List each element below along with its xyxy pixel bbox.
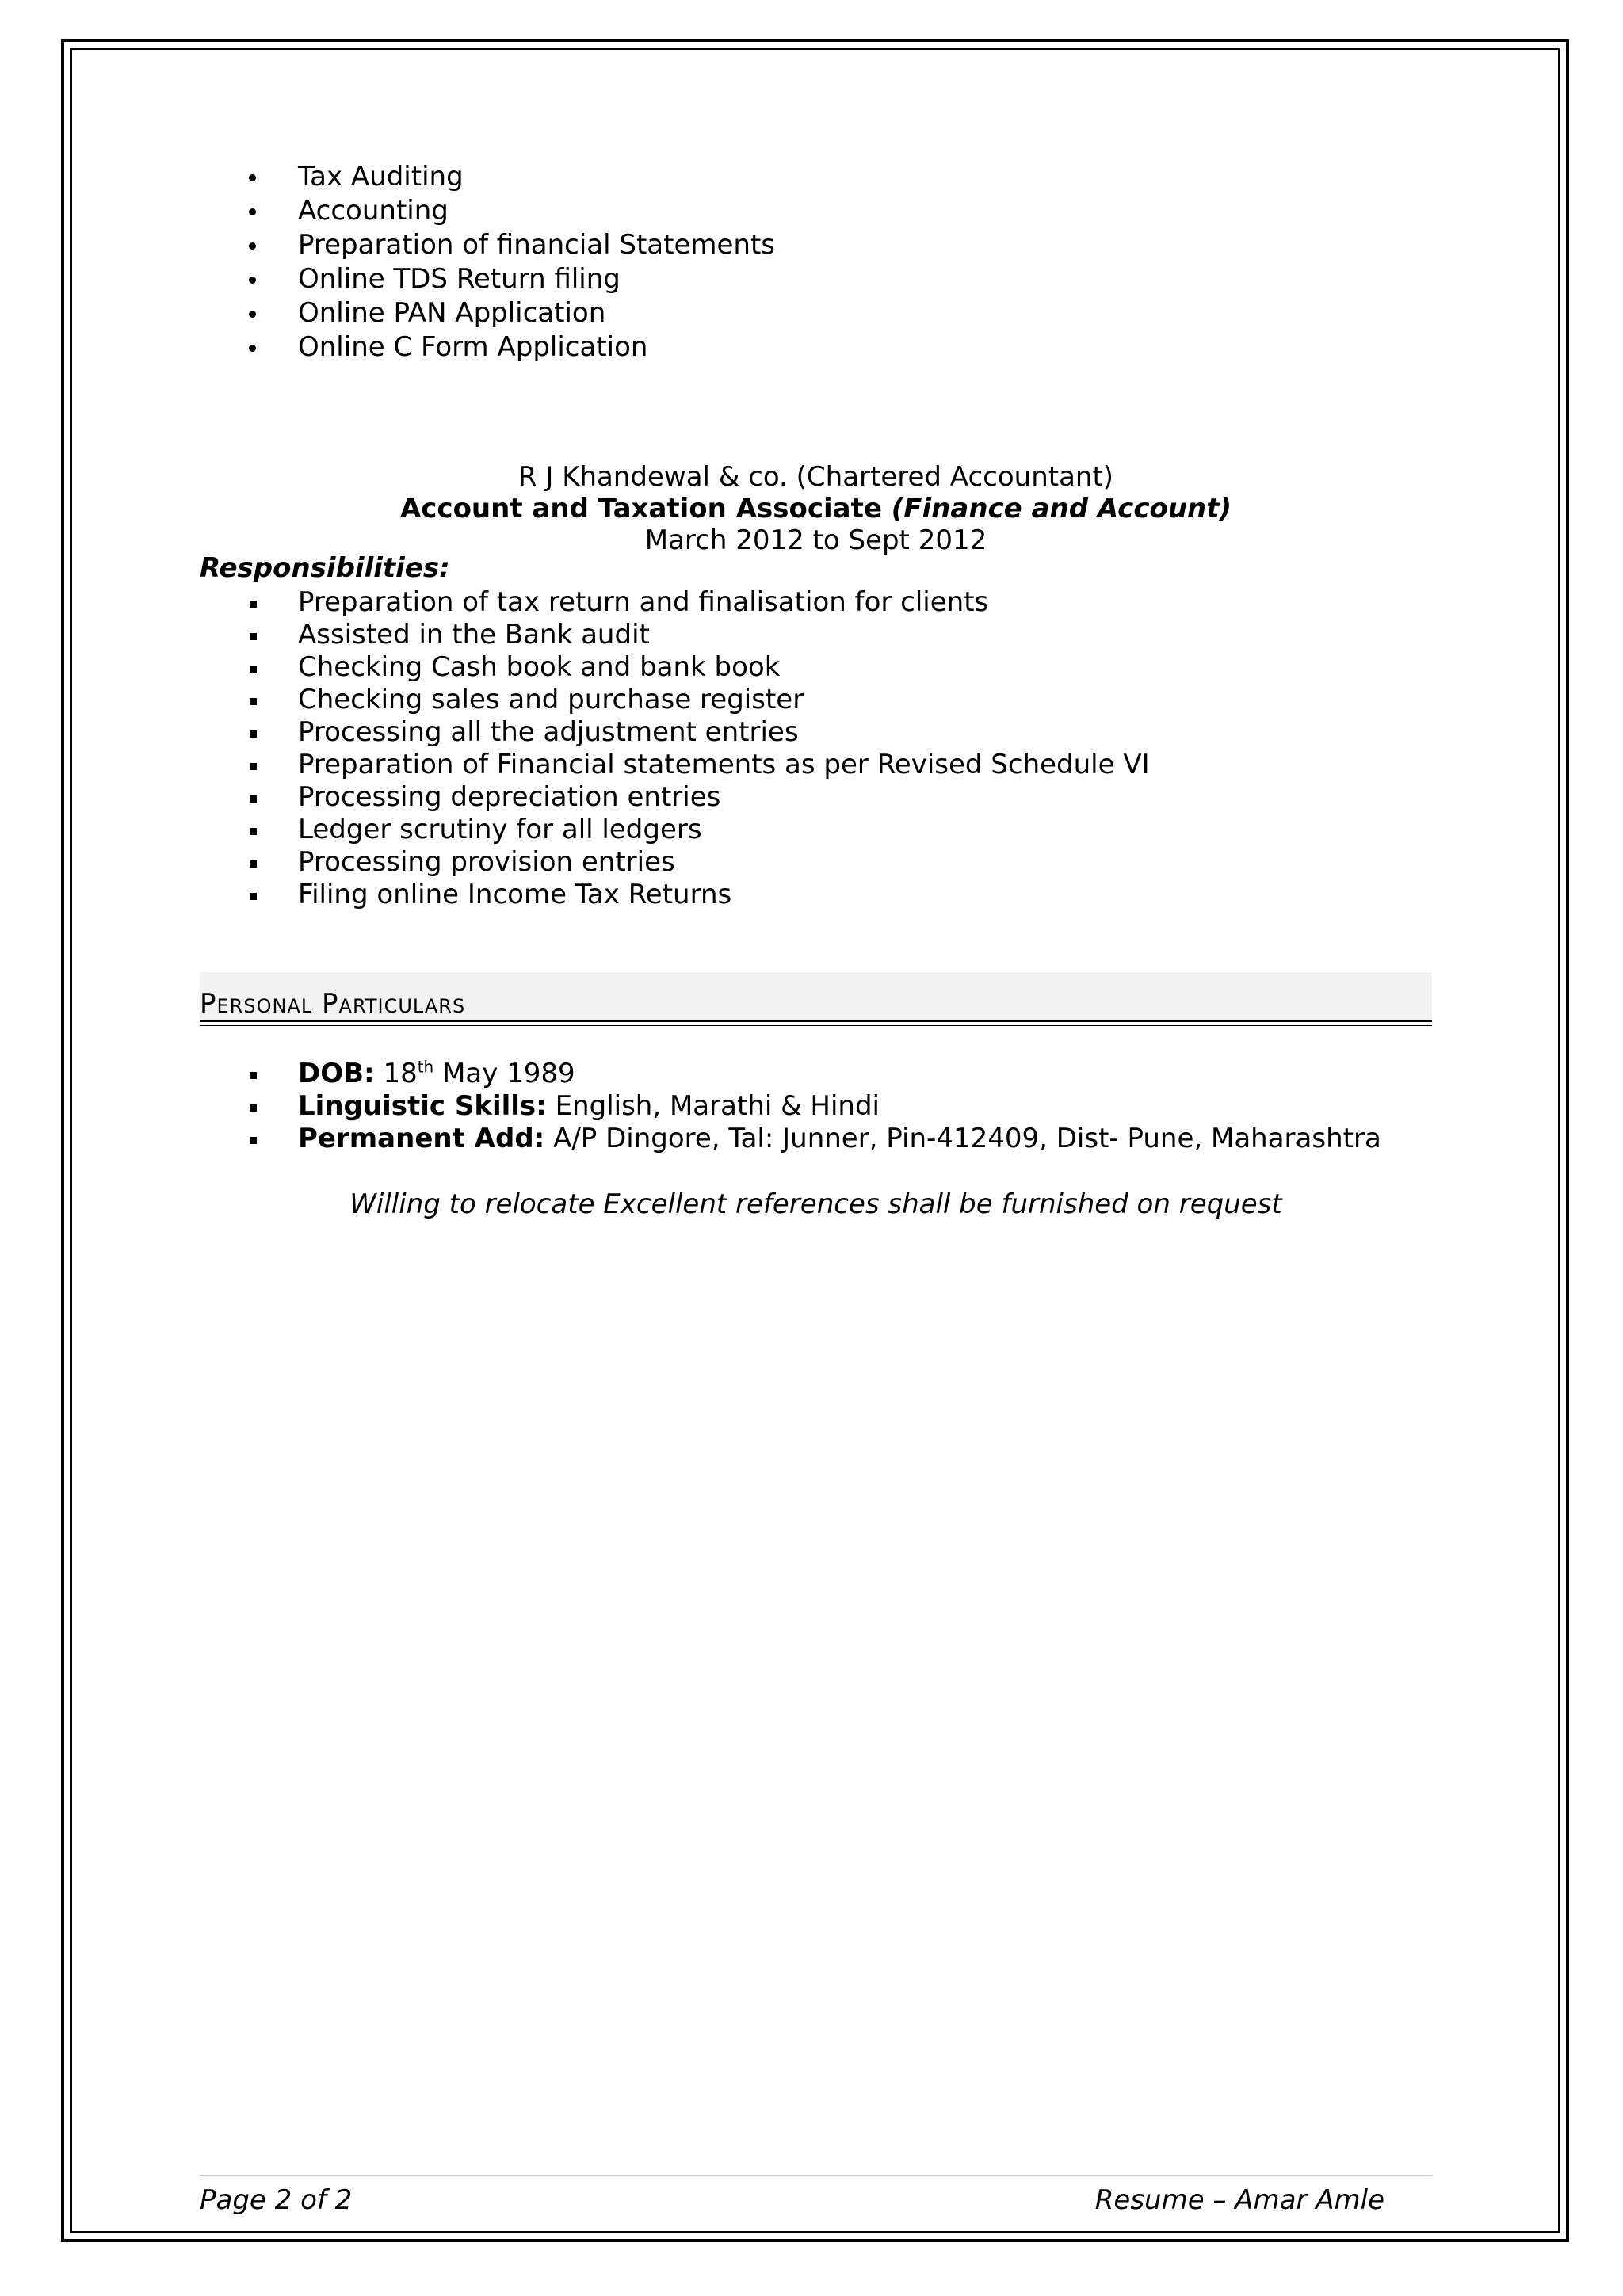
job-department: (Finance and Account) bbox=[891, 493, 1232, 524]
bullet-icon bbox=[249, 311, 256, 318]
list-item: Processing depreciation entries bbox=[200, 781, 1150, 814]
list-item: Checking sales and purchase register bbox=[200, 684, 1150, 716]
list-item: Checking Cash book and bank book bbox=[200, 651, 1150, 684]
square-bullet-icon bbox=[250, 1104, 257, 1112]
dob-day: 18 bbox=[383, 1058, 418, 1089]
list-item: Processing all the adjustment entries bbox=[200, 716, 1150, 749]
employment-period: March 2012 to Sept 2012 bbox=[644, 524, 987, 556]
list-item: Preparation of tax return and finalisation for clients bbox=[200, 586, 1150, 619]
dob-item bbox=[200, 1058, 1381, 1090]
responsibilities-heading: Responsibilities: bbox=[200, 552, 450, 584]
square-bullet-icon bbox=[250, 601, 257, 608]
bullet-icon bbox=[249, 277, 256, 284]
square-bullet-icon bbox=[250, 795, 257, 803]
square-bullet-icon bbox=[250, 1137, 257, 1144]
closing-note: Willing to relocate Excellent references shall be furnished on request bbox=[349, 1188, 1282, 1220]
list-item: Preparation of Financial statements as per Revised Schedule VI bbox=[200, 749, 1150, 781]
job-title: Account and Taxation Associate (Finance and Account) bbox=[399, 493, 1232, 524]
bullet-icon bbox=[249, 208, 256, 215]
square-bullet-icon bbox=[250, 730, 257, 738]
list-item: Online PAN Application bbox=[200, 296, 775, 330]
bullet-icon bbox=[249, 345, 256, 352]
list-item: Processing provision entries bbox=[200, 846, 1150, 879]
languages-label: Linguistic Skills: bbox=[298, 1090, 547, 1122]
personal-list bbox=[200, 1058, 1381, 1155]
languages-item bbox=[200, 1090, 1381, 1123]
dob-rest: May 1989 bbox=[442, 1058, 575, 1089]
bullet-icon bbox=[249, 242, 256, 250]
section-divider bbox=[200, 1025, 1432, 1026]
responsibilities-list bbox=[200, 586, 1150, 911]
skills-list bbox=[200, 160, 775, 364]
square-bullet-icon bbox=[250, 698, 257, 705]
list-item: Assisted in the Bank audit bbox=[200, 619, 1150, 651]
address-item bbox=[200, 1123, 1381, 1155]
square-bullet-icon bbox=[250, 763, 257, 770]
dob-label: DOB: bbox=[298, 1058, 375, 1089]
list-item: Filing online Income Tax Returns bbox=[200, 879, 1150, 911]
address-label: Permanent Add: bbox=[298, 1123, 545, 1154]
list-item: Tax Auditing bbox=[200, 160, 775, 194]
employer-name: R J Khandewal & co. (Chartered Accountant) bbox=[517, 461, 1114, 493]
section-divider bbox=[200, 1020, 1432, 1022]
square-bullet-icon bbox=[250, 1072, 257, 1079]
list-item: Accounting bbox=[200, 194, 775, 228]
employment-header bbox=[200, 461, 1432, 556]
personal-section-header bbox=[200, 972, 1432, 1020]
dob-suffix: th bbox=[417, 1057, 434, 1077]
section-title: Personal Particulars bbox=[200, 988, 466, 1020]
footer-divider bbox=[200, 2175, 1432, 2176]
list-item: Online C Form Application bbox=[200, 330, 775, 364]
page-number: Page 2 of 2 bbox=[200, 2184, 353, 2216]
square-bullet-icon bbox=[250, 666, 257, 673]
list-item: Preparation of financial Statements bbox=[200, 228, 775, 262]
square-bullet-icon bbox=[250, 860, 257, 868]
list-item: Ledger scrutiny for all ledgers bbox=[200, 814, 1150, 846]
square-bullet-icon bbox=[250, 893, 257, 900]
page-content bbox=[200, 0, 1432, 2296]
list-item: Online TDS Return filing bbox=[200, 262, 775, 296]
languages-value: English, Marathi & Hindi bbox=[555, 1090, 880, 1122]
square-bullet-icon bbox=[250, 633, 257, 640]
address-value: A/P Dingore, Tal: Junner, Pin-412409, Dist- Pune, Maharashtra bbox=[553, 1123, 1381, 1154]
bullet-icon bbox=[249, 174, 256, 181]
square-bullet-icon bbox=[250, 828, 257, 835]
footer-document-name: Resume – Amar Amle bbox=[1094, 2184, 1384, 2216]
